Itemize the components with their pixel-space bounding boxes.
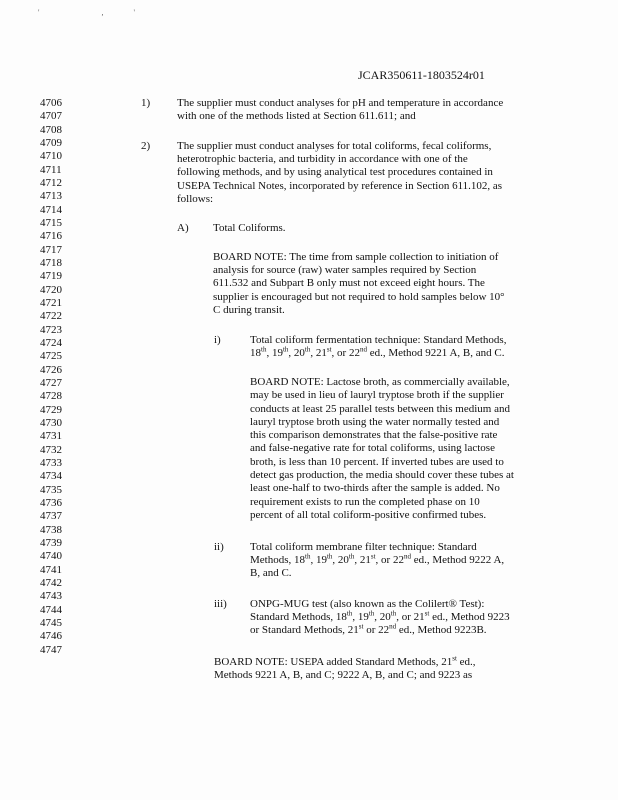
line-number: 4728 [40,390,62,402]
item-iii-label: iii) [214,598,227,610]
board-note-2-line: this comparison demonstrates that the false-positive rate [250,429,498,441]
board-note-1-line: C during transit. [213,304,285,316]
line-number: 4718 [40,257,62,269]
item-iii-line: ONPG-MUG test (also known as the Colilert® Test): [250,598,485,610]
line-number: 4711 [40,164,62,176]
item-2-line: heterotrophic bacteria, and turbidity in accordance with one of the [177,153,468,165]
line-number: 4716 [40,230,62,242]
board-note-2-line: lauryl tryptose broth using the water normally tested and [250,416,500,428]
line-number: 4743 [40,590,62,602]
line-number: 4707 [40,110,62,122]
item-2-line: following methods, and by using analytical test procedures contained in [177,166,493,178]
line-number: 4708 [40,124,62,136]
board-note-3-line: Methods 9221 A, B, and C; 9222 A, B, and C; and 9223 as [214,669,473,681]
line-number: 4713 [40,190,62,202]
board-note-1-line: supplier is encouraged but not required to hold samples below 10° [213,291,505,303]
line-number: 4721 [40,297,62,309]
line-number: 4709 [40,137,62,149]
line-number: 4723 [40,324,62,336]
line-number: 4746 [40,630,62,642]
line-number: 4730 [40,417,62,429]
line-number: 4744 [40,604,62,616]
line-number: 4714 [40,204,62,216]
line-number: 4739 [40,537,62,549]
line-number: 4734 [40,470,62,482]
line-number: 4732 [40,444,62,456]
line-number: 4733 [40,457,62,469]
board-note-2-line: and false-negative rate for total coliforms, using lactose [250,442,495,454]
document-id: JCAR350611-1803524r01 [358,68,485,82]
line-number: 4720 [40,284,62,296]
line-number: 4715 [40,217,62,229]
item-2-line: follows: [177,193,214,205]
line-number: 4742 [40,577,62,589]
line-number: 4712 [40,177,62,189]
line-number: 4731 [40,430,62,442]
line-number: 4724 [40,337,62,349]
line-number: 4741 [40,564,62,576]
line-number: 4740 [40,550,62,562]
board-note-1-line: BOARD NOTE: The time from sample collection to initiation of [213,251,499,263]
item-ii-line: Total coliform membrane filter technique: Standard [250,541,477,553]
subsection-a-label: A) [177,222,189,234]
board-note-2-line: conducts at least 25 parallel tests between this medium and [250,403,510,415]
item-2-label: 2) [141,140,151,152]
item-iii-methods-line: or Standard Methods, 21st or 22nd ed., Method 9223B. [250,622,487,636]
line-number: 4725 [40,350,62,362]
subsection-a-title: Total Coliforms. [213,222,286,234]
board-note-2-line: requirement exists to run the completed phase on 10 [250,496,480,508]
line-number: 4726 [40,364,62,376]
line-number: 4729 [40,404,62,416]
item-ii-methods-line: Methods, 18th, 19th, 20th, 21st, or 22nd ed., Method 9222 A, [250,552,505,566]
item-i-label: i) [214,334,221,346]
scan-marks: ' ,' [38,8,165,17]
item-1-label: 1) [141,97,151,109]
line-number: 4735 [40,484,62,496]
line-number: 4747 [40,644,62,656]
board-note-2-line: least one-half to two-thirds after the sample is added. No [250,482,500,494]
item-1-line: with one of the methods listed at Section 611.611; and [177,110,416,122]
line-number: 4736 [40,497,62,509]
item-iii-methods-line: Standard Methods, 18th, 19th, 20th, or 21st ed., Method 9223 [250,609,510,623]
line-number: 4737 [40,510,62,522]
item-2-line: The supplier must conduct analyses for total coliforms, fecal coliforms, [177,140,492,152]
item-ii-label: ii) [214,541,224,553]
line-number: 4717 [40,244,62,256]
board-note-2-line: BOARD NOTE: Lactose broth, as commercially available, [250,376,510,388]
item-ii-line: B, and C. [250,567,292,579]
line-number: 4710 [40,150,62,162]
line-number: 4719 [40,270,62,282]
line-number: 4738 [40,524,62,536]
item-i-line: Total coliform fermentation technique: Standard Methods, [250,334,507,346]
line-number: 4706 [40,97,62,109]
board-note-2-line: percent of all total coliform-positive confirmed tubes. [250,509,487,521]
item-2-line: USEPA Technical Notes, incorporated by reference in Section 611.102, as [177,180,503,192]
item-i-methods-line: 18th, 19th, 20th, 21st, or 22nd ed., Method 9221 A, B, and C. [250,345,505,359]
board-note-2-line: detect gas production, the media should cover these tubes at [250,469,514,481]
line-number: 4745 [40,617,62,629]
line-number: 4722 [40,310,62,322]
board-note-1-line: 611.532 and Subpart B only must not exceed eight hours. The [213,277,485,289]
board-note-3-line: BOARD NOTE: USEPA added Standard Methods, 21st ed., [214,654,476,668]
board-note-1-line: analysis for source (raw) water samples required by Section [213,264,477,276]
board-note-2-line: broth, is less than 10 percent. If inverted tubes are used to [250,456,504,468]
board-note-2-line: may be used in lieu of lauryl tryptose broth if the supplier [250,389,504,401]
line-number: 4727 [40,377,62,389]
item-1-line: The supplier must conduct analyses for pH and temperature in accordance [177,97,504,109]
